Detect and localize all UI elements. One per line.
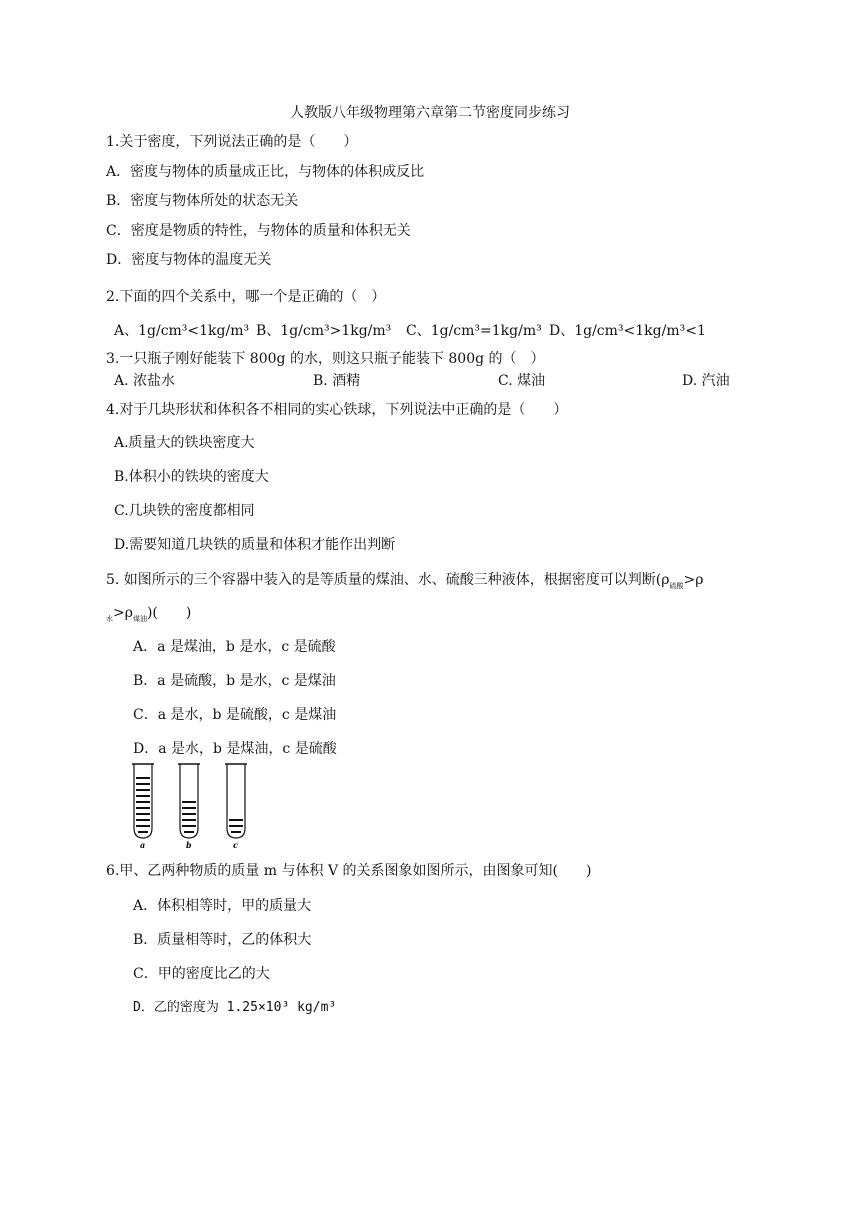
question-5-stem-line-2 — [106, 604, 191, 628]
question-6-option-c: C．甲的密度比乙的大 — [133, 966, 270, 982]
question-1-stem: 1.关于密度，下列说法正确的是（ ） — [106, 134, 358, 150]
question-1-option-c: C．密度是物质的特性，与物体的质量和体积无关 — [106, 223, 411, 239]
subscript-water: 水 — [106, 614, 113, 623]
question-3-option-b: B. 酒精 — [313, 373, 361, 389]
question-3-stem: 3.一只瓶子刚好能装下 800g 的水，则这只瓶子能装下 800g 的（ ） — [106, 351, 545, 367]
question-1-option-b: B．密度与物体所处的状态无关 — [106, 193, 299, 209]
question-5-option-b: B．a 是硫酸，b 是水，c 是煤油 — [133, 673, 336, 689]
question-2-option-a: A、1g/cm³<1kg/m³ — [114, 323, 250, 339]
question-5-stem-text: 5. 如图所示的三个容器中装入的是等质量的煤油、水、硫酸三种液体，根据密度可以判断( — [106, 572, 662, 588]
question-2-stem: 2.下面的四个关系中，哪一个是正确的（ ） — [106, 289, 386, 305]
rho-symbol: ρ — [661, 572, 670, 588]
test-tubes-figure — [124, 762, 264, 850]
question-5-stem-line-1 — [106, 571, 703, 595]
subscript-kerosene: 煤油 — [132, 614, 147, 623]
question-2-option-b: B、1g/cm³>1kg/m³ — [256, 323, 392, 339]
question-6-stem: 6.甲、乙两种物质的质量 m 与体积 V 的关系图象如图所示，由图象可知( ) — [106, 863, 592, 879]
question-4-stem: 4.对于几块形状和体积各不相同的实心铁球，下列说法中正确的是（ ） — [106, 402, 568, 418]
question-5-option-a: A．a 是煤油，b 是水，c 是硫酸 — [133, 639, 336, 655]
question-3-option-d: D. 汽油 — [682, 373, 730, 389]
question-1-option-d: D．密度与物体的温度无关 — [106, 252, 272, 268]
question-6-option-a: A．体积相等时，甲的质量大 — [133, 898, 312, 914]
question-5-option-c: C．a 是水，b 是硫酸，c 是煤油 — [133, 707, 337, 723]
question-4-option-d: D.需要知道几块铁的质量和体积才能作出判断 — [114, 537, 396, 553]
liquid-b — [182, 802, 196, 832]
tube-label-b: b — [186, 840, 192, 850]
question-5-option-d: D．a 是水，b 是煤油，c 是硫酸 — [133, 741, 337, 757]
tube-label-a: a — [140, 840, 146, 850]
question-4-option-b: B.体积小的铁块的密度大 — [114, 469, 269, 485]
question-2-option-c: C、1g/cm³=1kg/m³ — [406, 323, 542, 339]
question-3-option-a: A. 浓盐水 — [114, 373, 176, 389]
liquid-a — [136, 778, 150, 832]
rho-symbol: ρ — [695, 572, 704, 588]
greater-than-sign: > — [113, 605, 125, 621]
liquid-c — [229, 820, 243, 832]
question-6-option-d: D．乙的密度为 1.25×10³ kg/m³ — [133, 1000, 337, 1015]
greater-than-sign: > — [683, 572, 696, 588]
test-tube-c — [225, 764, 247, 838]
test-tube-b — [178, 764, 200, 838]
question-1-option-a: A．密度与物体的质量成正比，与物体的体积成反比 — [106, 164, 425, 180]
tube-label-c: c — [233, 840, 238, 850]
subscript-acid: 硫酸 — [669, 581, 684, 590]
page-title: 人教版八年级物理第六章第二节密度同步练习 — [290, 105, 570, 121]
question-4-option-a: A.质量大的铁块密度大 — [114, 435, 255, 451]
question-4-option-c: C.几块铁的密度都相同 — [114, 503, 255, 519]
rho-symbol: ρ — [124, 605, 133, 621]
question-3-option-c: C. 煤油 — [498, 373, 546, 389]
question-2-option-d: D、1g/cm³<1kg/m³<1 — [549, 323, 706, 339]
question-5-stem-close: )( ) — [146, 605, 192, 621]
test-tube-a — [132, 764, 154, 838]
question-6-option-b: B．质量相等时，乙的体积大 — [133, 932, 312, 948]
